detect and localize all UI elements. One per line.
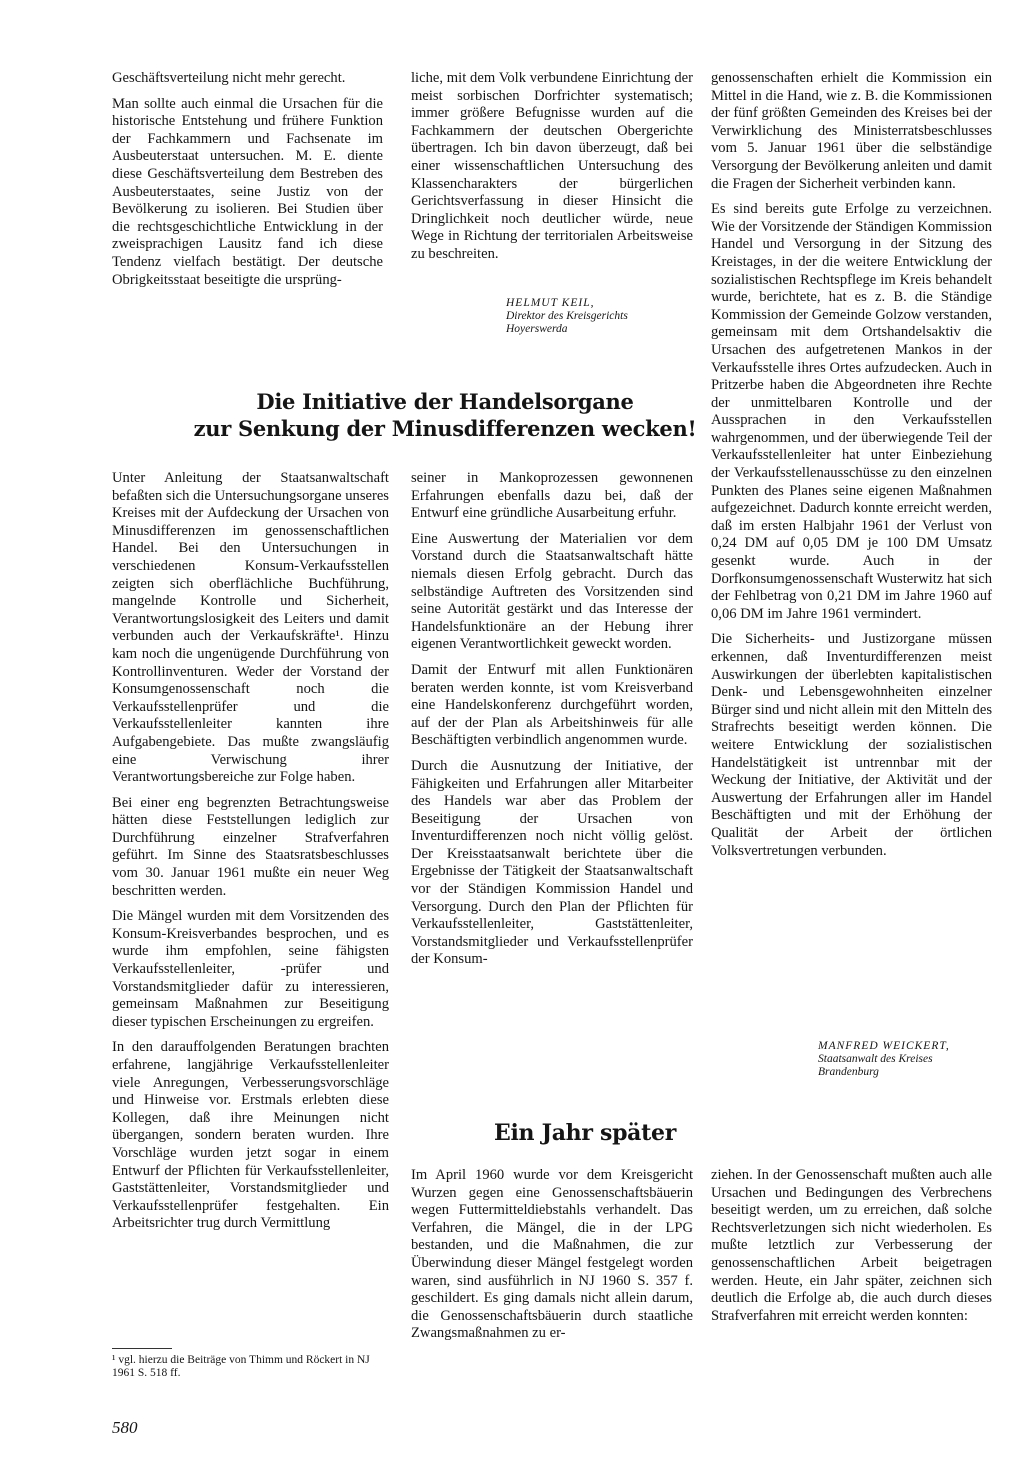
paragraph: Geschäftsverteilung nicht mehr gerecht. (112, 70, 346, 86)
article1-column-1 (112, 470, 389, 1241)
paragraph: liche, mit dem Volk verbundene Einrichtung der meist sorbischen Dorfrichter systematisch; immer größere Befugnisse wurden auf die Fachkammern der deutschen Obergerichte übertragen. Ich bin davon überzeugt, daß bei einer wissenschaftlichen Untersuchung des Klassencharakters der bürgerlichen Gerichtsverfassung in dieser Hinsicht die Dringlichkeit noch deutlicher würde, neue Wege in Richtung der territorialen Arbeitsweise zu beschreiten. (411, 70, 693, 262)
page-number: 580 (112, 1418, 138, 1437)
paragraph: Damit der Entwurf mit allen Funktionären beraten werden konnte, ist vom Kreisverband eine Handelskonferenz durchgeführt worden, auf der der Plan als Arbeitshinweis für alle Beschäftigten verbindlich angenommen wurde. (411, 661, 693, 749)
paragraph: Die Sicherheits- und Justizorgane müssen erkennen, daß Inventurdifferenzen meist Auswirkungen der überlebten kapitalistischen Denk- und Lebensgewohnheiten einzelner Bürger sind und nicht allein mit den Mitteln des Strafrechts beseitigt werden können. Die weitere Entwicklung der sozialistischen Handelstätigkeit ist untrennbar mit der Weckung der Initiative, der Aktivität und der Auswertung der Erfahrungen aller im Handel Beschäftigten und mit der Erhöhung der Qualität der Arbeit der örtlichen Volksvertretungen verbunden. (711, 631, 992, 859)
paragraph: Unter Anleitung der Staatsanwaltschaft befaßten sich die Untersuchungsorgane unseres Kreises mit der Aufdeckung der Ursachen von Minusdifferenzen im genossenschaftlichen Handel. Bei den Untersuchungen in verschiedenen Konsum-Verkaufsstellen zeigten sich oberflächliche Buchführung, mangelnde Kontrolle und Sicherheit, Verantwortungslosigkeit des Leiters und damit verbunden auch der Verkaufskräfte¹. Hinzu kam noch die ungenügende Durchführung von Kontrollinventuren. Weder der Vorstand der Konsumgenossenschaft noch die Verkaufsstellenprüfer und die Verkaufsstellenleiter kannten ihre Aufgabengebiete. Das mußte zwangsläufig eine Verwischung ihrer Verantwortungsbereiche zur Folge haben. (112, 470, 389, 786)
article2-headline: Ein Jahr später (494, 1120, 676, 1146)
headline-line-2: zur Senkung der Minusdifferenzen wecken! (193, 416, 697, 441)
paragraph: genossenschaften erhielt die Kommission ein Mittel in die Hand, wie z. B. die Kommissionen der fünf größten Gemeinden des Kreises bei der Verwirklichung des Ministerratsbeschlusses vom 5. Januar 1961 über die selbständige Versorgung der Bevölkerung anleiten und damit die Fragen der Sicherheit verbinden kann. (711, 70, 992, 192)
signature-place: Brandenburg (818, 1066, 879, 1078)
paragraph: seiner in Mankoprozessen gewonnenen Erfahrungen ebenfalls dazu bei, daß der Entwurf eine gründliche Ausarbeitung erfuhr. (411, 470, 693, 522)
footnote: ¹ vgl. hierzu die Beiträge von Thimm und Röckert in NJ 1961 S. 518 ff. (112, 1354, 370, 1379)
footnote-rule (112, 1348, 172, 1349)
article1-column-3 (711, 70, 992, 868)
article2-column-2 (411, 1167, 693, 1351)
paragraph: Durch die Ausnutzung der Initiative, der Fähigkeiten und Erfahrungen aller Mitarbeiter des Handels war aber das Problem der Beseitigung der Ursachen von Inventurdifferenzen noch nicht völlig gelöst. Der Kreisstaatsanwalt berichtete über die Ergebnisse der Tätigkeit der Staatsanwaltschaft vor der Ständigen Kommission Handel und Versorgung. Durch den Plan der Pflichten für Verkaufsstellenleiter, Gaststättenleiter, Vorstandsmitglieder und Verkaufsstellenprüfer der Konsum- (411, 757, 693, 968)
signature-name: MANFRED WEICKERT, (818, 1040, 950, 1052)
top-column-2 (411, 70, 693, 272)
top-column-1 (112, 70, 383, 297)
paragraph: Eine Auswertung der Materialien vor dem Vorstand durch die Staatsanwaltschaft hätte niemals diesen Erfolg gebracht. Durch das selbständige Auftreten des Vorsitzenden sind seine Autorität gestärkt und das Interesse der Handelsfunktionäre an der Hebung ihrer eigenen Verantwortlichkeit geweckt worden. (411, 530, 693, 653)
paragraph: In den darauffolgenden Beratungen brachten erfahrene, langjährige Verkaufsstellenleiter viele Anregungen, Verbesserungsvorschläge und Hinweise vor. Erstmals erlebten diese Kollegen, daß ihre Meinungen nicht übergangen, sondern beraten wurden. Ihre Vorschläge wurden jetzt sogar in einem Entwurf der Pflichten für Verkaufsstellenleiter, Gaststättenleiter, Vorstandsmitglieder und Verkaufsstellenprüfer festgehalten. Ein Arbeitsrichter trug durch Vermittlung (112, 1039, 389, 1232)
signature-title: Staatsanwalt des Kreises (818, 1053, 933, 1065)
paragraph: Die Mängel wurden mit dem Vorsitzenden des Konsum-Kreisverbandes besprochen, und es wurde ihm empfohlen, seine fähigsten Verkaufsstellenleiter, -prüfer und Vorstandsmitglieder dafür zu interessieren, gemeinsam Maßnahmen zur Beseitigung dieser typischen Erscheinungen zu ergreifen. (112, 908, 389, 1030)
signature-place: Hoyerswerda (506, 323, 568, 335)
signature-title: Direktor des Kreisgerichts (506, 310, 628, 322)
paragraph: Man sollte auch einmal die Ursachen für die historische Entstehung und frühere Funktion der Fachkammern und Fachsenate im Ausbeuterstaat untersuchen. M. E. diente diese Geschäftsverteilung dem Bestreben des Ausbeuterstaates, seine Justiz von der Bevölkerung zu isolieren. Bei Studien über die rechtsgeschichtliche Entwicklung in der zweisprachigen Lausitz fand ich diese Tendenz vielfach bestätigt. Der deutsche Obrigkeitsstaat beseitigte die ursprüng- (112, 95, 383, 288)
article1-headline (190, 388, 700, 442)
signature-keil (506, 297, 706, 336)
article2-column-3 (711, 1167, 992, 1333)
article1-column-2 (411, 470, 693, 977)
paragraph: Bei einer eng begrenzten Betrachtungsweise hätten diese Feststellungen lediglich zur Durchführung einzelner Strafverfahren geführt. Im Sinne des Staatsratsbeschlusses vom 30. Januar 1961 mußte ein neuer Weg beschritten werden. (112, 794, 389, 899)
headline-line-1: Die Initiative der Handelsorgane (256, 389, 634, 414)
paragraph: Im April 1960 wurde vor dem Kreisgericht Wurzen gegen eine Genossenschaftsbäuerin wegen Futtermitteldiebstahls verhandelt. Das Verfahren, die Mängel, die in der LPG bestanden, und die Maßnahmen, die zur Überwindung dieser Mängel festgelegt worden waren, sind ausführlich in NJ 1960 S. 357 f. geschildert. Es ging damals nicht allein darum, die Genossenschaftsbäuerin durch staatliche Zwangsmaßnahmen zu er- (411, 1167, 693, 1342)
signature-name: HELMUT KEIL, (506, 297, 595, 309)
paragraph: Es sind bereits gute Erfolge zu verzeichnen. Wie der Vorsitzende der Ständigen Kommission Handel und Versorgung in der Sitzung des Kreistages, in der die weitere Entwicklung der sozialistischen Rechtspflege im Kreis behandelt wurde, berichtete, hat es z. B. die Ständige Kommission der Gemeinde Golzow verstanden, gemeinsam mit dem Ortshandelsaktiv die Ursachen des aufgetretenen Mankos in der Verkaufsstelle ihres Ortes aufzudecken. Auch in Pritzerbe haben die Abgeordneten ihre Rechte der unmittelbaren Kontrolle und der Aussprachen in den Verkaufsstellen wahrgenommen, und der überwiegende Teil der Verkaufsstellenleiter hat unter Einbeziehung der Verkaufsstellenausschüsse zu den einzelnen Punkten des Planes seine eigenen Maßnahmen aufgezeichnet. Dadurch konnte erreicht werden, daß im ersten Halbjahr 1961 der Verlust von 0,24 DM auf 0,05 DM je 100 DM Umsatz gesenkt wurde. Auch in der Dorfkonsumgenossenschaft Wusterwitz hat sich der Fehlbetrag von 0,21 DM im Jahre 1960 auf 0,06 DM im Jahre 1961 vermindert. (711, 201, 992, 622)
signature-weickert (818, 1040, 998, 1079)
paragraph: ziehen. In der Genossenschaft mußten auch alle Ursachen und Bedingungen des Verbrechens beseitigt werden, um zu erreichen, daß solche Rechtsverletzungen sich nicht wiederholen. Es mußte letztlich zur Verbesserung der genossenschaftlichen Arbeit beigetragen werden. Heute, ein Jahr später, zeichnen sich deutlich die Erfolge ab, die auch durch dieses Strafverfahren mit erreicht werden konnten: (711, 1167, 992, 1324)
